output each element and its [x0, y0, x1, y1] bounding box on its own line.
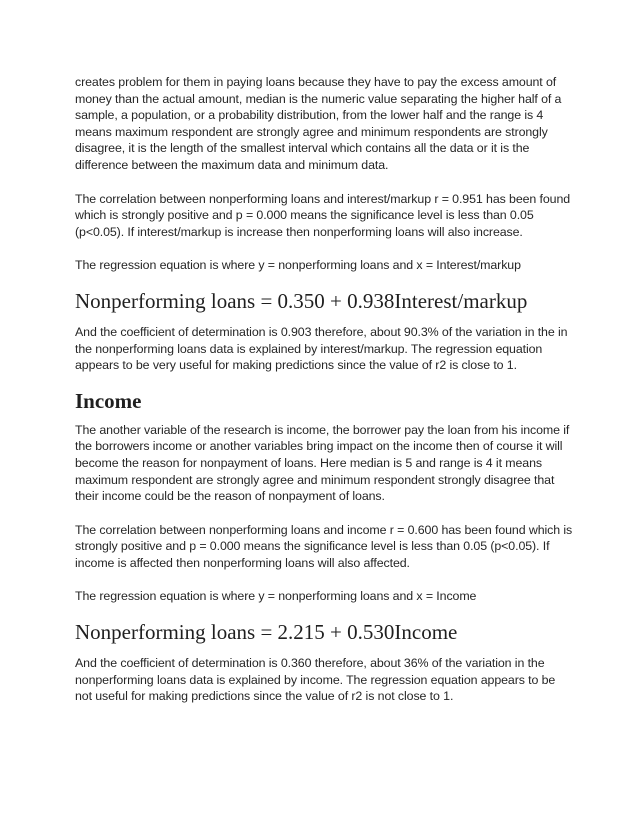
paragraph-median-range: creates problem for them in paying loans because they have to pay the excess amount of money than the actual amount, median is the numeric value separating the higher half of a sample, a population, or a probability distribution, from the lower half and the range is 4 means maximum respondent are strongly agree and minimum respondents are strongly disagree, it is the length of the smallest interval which contains all the data or it is the difference between the maximum data and minimum data.	[75, 75, 562, 172]
equation-income: Nonperforming loans = 2.215 + 0.530Income	[75, 620, 458, 645]
section-heading-income: Income	[75, 388, 142, 413]
paragraph-correlation-income: The correlation between nonperforming loans and income r = 0.600 has been found which is strongly positive and p = 0.000 means the significance level is less than 0.05 (p<0.05). If income is affected then nonperforming loans will also affected.	[75, 522, 573, 570]
paragraph-determination-interest: And the coefficient of determination is 0.903 therefore, about 90.3% of the variation in the in the nonperforming loans data is explained by interest/markup. The regression equation appears to be very useful for making predictions since the value of r2 is close to 1.	[75, 324, 568, 373]
document-page	[75, 74, 575, 705]
paragraph-regression-interest-intro: The regression equation is where y = nonperforming loans and x = Interest/markup	[75, 258, 521, 273]
paragraph-regression-income-intro: The regression equation is where y = nonperforming loans and x = Income	[75, 589, 477, 604]
paragraph-correlation-interest: The correlation between nonperforming loans and interest/markup r = 0.951 has been found which is strongly positive and p = 0.000 means the significance level is less than 0.05 (p<0.05). If interest/markup is increase then nonperforming loans will also increase.	[75, 191, 571, 239]
equation-interest-markup: Nonperforming loans = 0.350 + 0.938Interest/markup	[75, 288, 528, 313]
paragraph-income-description: The another variable of the research is income, the borrower pay the loan from his income if the borrowers income or another variables bring impact on the income then of course it will become the reason for nonpayment of loans. Here median is 5 and range is 4 it means maximum respondent are strongly agree and minimum respondent strongly disagree that their income could be the reason of nonpayment of loans.	[75, 422, 570, 504]
paragraph-determination-income: And the coefficient of determination is 0.360 therefore, about 36% of the variation in the nonperforming loans data is explained by income. The regression equation appears to be not useful for making predictions since the value of r2 is not close to 1.	[75, 656, 556, 704]
